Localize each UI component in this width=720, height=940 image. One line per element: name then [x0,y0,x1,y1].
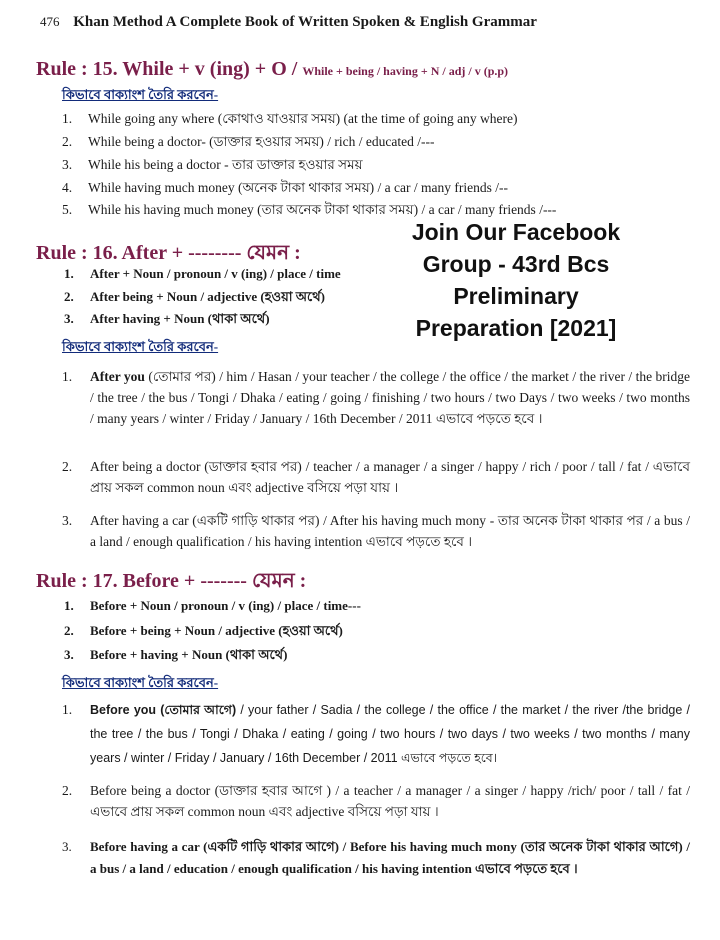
rule-15-title: Rule : 15. While + v (ing) + O / [36,58,303,80]
rule-15-item [62,177,508,200]
book-title: Khan Method A Complete Book of Written Spoken & English Grammar [73,14,537,30]
rule-15-item [62,154,363,177]
promo-line: Join Our Facebook [411,219,621,245]
rule-17-howto: কিভাবে বাক্যাংশ তৈরি করবেন- [62,675,219,690]
pattern-text: Before + Noun / pronoun / v (ing) / place / time--- [90,598,361,613]
pattern-number: 2. [64,289,74,304]
rule-15-item [62,131,435,154]
example-text: After being a doctor (ডাক্তার হবার পর) / teacher / a manager / a singer / happy / rich / poor / tall / fat / এভাবে প্রায় সকল common noun এবং adjective বসিয়ে পড়া যায় । [90,459,690,495]
pattern-number: 2. [64,623,74,638]
example-lead: Before having a car (একটি গাড়ি থাকার আগে) / Before his having much mony (তার অনেক টাকা থাকার আগে) / a bus / a land / education / enough qualification / his having intention এভাবে পড়তে হবে । [90,839,690,876]
pattern-text: After + Noun / pronoun / v (ing) / place / time [90,266,341,281]
pattern-text: After being + Noun / adjective (হওয়া অর্থে) [90,289,326,304]
rule-15-heading [36,58,508,81]
item-number: 2. [62,134,73,149]
pattern-number: 3. [64,647,74,662]
rule-16-example [62,510,690,552]
rule-16-howto: কিভাবে বাক্যাংশ তৈরি করবেন- [62,339,219,354]
item-text: While his being a doctor - তার ডাক্তার হওয়ার সময় [88,157,363,172]
promo-line: Preliminary [453,283,579,309]
pattern-number: 1. [64,598,74,613]
rule-16-pattern [64,288,325,309]
example-text: Before being a doctor (ডাক্তার হবার আগে ) / a teacher / a manager / a singer / happy /rich/ poor / tall / fat / এভাবে প্রায় সকল common noun এবং adjective বসিয়ে পড়া যায় । [90,783,690,819]
example-text: (তোমার পর) / him / Hasan / your teacher / the college / the office / the market / the river / the bridge / the tree / the bus / Tongi / Dhaka / eating / going / finishing / two hours / two Days / two weeks / two months / many years / winter / Friday / January / 16th December / 2011 এভাবে পড়তে হবে । [90,369,690,426]
promo-line: Group - 43rd Bcs [422,251,610,277]
rule-17-example [62,780,690,822]
pattern-text: After having + Noun (থাকা অর্থে) [90,311,270,326]
item-number: 1. [62,111,73,126]
rule-16-title: Rule : 16. After + -------- যেমন : [36,242,301,264]
example-number: 2. [62,459,73,474]
rule-16-pattern [64,266,341,282]
example-lead: Before you (তোমার আগে) [90,703,237,717]
rule-17-example [62,698,690,770]
rule-17-pattern [64,646,287,667]
rule-16-example [62,456,690,498]
pattern-text: Before + being + Noun / adjective (হওয়া অর্থে) [90,623,343,638]
item-number: 4. [62,180,73,195]
rule-15-item [62,108,517,131]
rule-17-title: Rule : 17. Before + ------- যেমন : [36,570,307,592]
pattern-number: 1. [64,266,74,281]
pattern-text: Before + having + Noun (থাকা অর্থে) [90,647,288,662]
item-text: While his having much money (তার অনেক টাকা থাকার সময়) / a car / many friends /--- [88,202,557,217]
item-text: While going any where (কোথাও যাওয়ার সময়) (at the time of going any where) [88,111,518,126]
rule-16-pattern [64,310,270,331]
item-number: 3. [62,157,73,172]
pattern-number: 3. [64,311,74,326]
rule-17-pattern [64,598,361,614]
rule-17-pattern [64,622,343,643]
item-text: While having much money (অনেক টাকা থাকার সময়) / a car / many friends /-- [88,180,508,195]
example-number: 3. [62,839,72,854]
page-number: 476 [40,14,60,29]
facebook-promo-text [386,216,646,344]
page-header [40,14,700,31]
example-number: 3. [62,513,73,528]
example-number: 1. [62,369,73,384]
item-text: While being a doctor- (ডাক্তার হওয়ার সময়) / rich / educated /--- [88,134,435,149]
example-number: 2. [62,783,73,798]
example-text: After having a car (একটি গাড়ি থাকার পর) / After his having much mony - তার অনেক টাকা থাকার পর / a bus / a land / enough qualification / his having intention এভাবে পড়তে হবে । [90,513,690,549]
example-number: 1. [62,702,73,717]
rule-15-howto: কিভাবে বাক্যাংশ তৈরি করবেন- [62,87,219,102]
promo-line: Preparation [2021] [415,315,617,341]
rule-15-subtitle: While + being / having + N / adj / v (p.p) [302,64,509,78]
example-text: / your father / Sadia / the college / the office / the market / the river /the bridge / the tree / the bus / Tongi / Dhaka / eating / going / two hours / two days / two weeks / two months / many years / winter / Friday / January / 16th December / 2011 এভাবে পড়তে হবে। [90,703,690,765]
item-number: 5. [62,202,73,217]
rule-16-example [62,366,690,429]
example-lead: After you [90,369,145,384]
rule-17-example [62,836,690,880]
